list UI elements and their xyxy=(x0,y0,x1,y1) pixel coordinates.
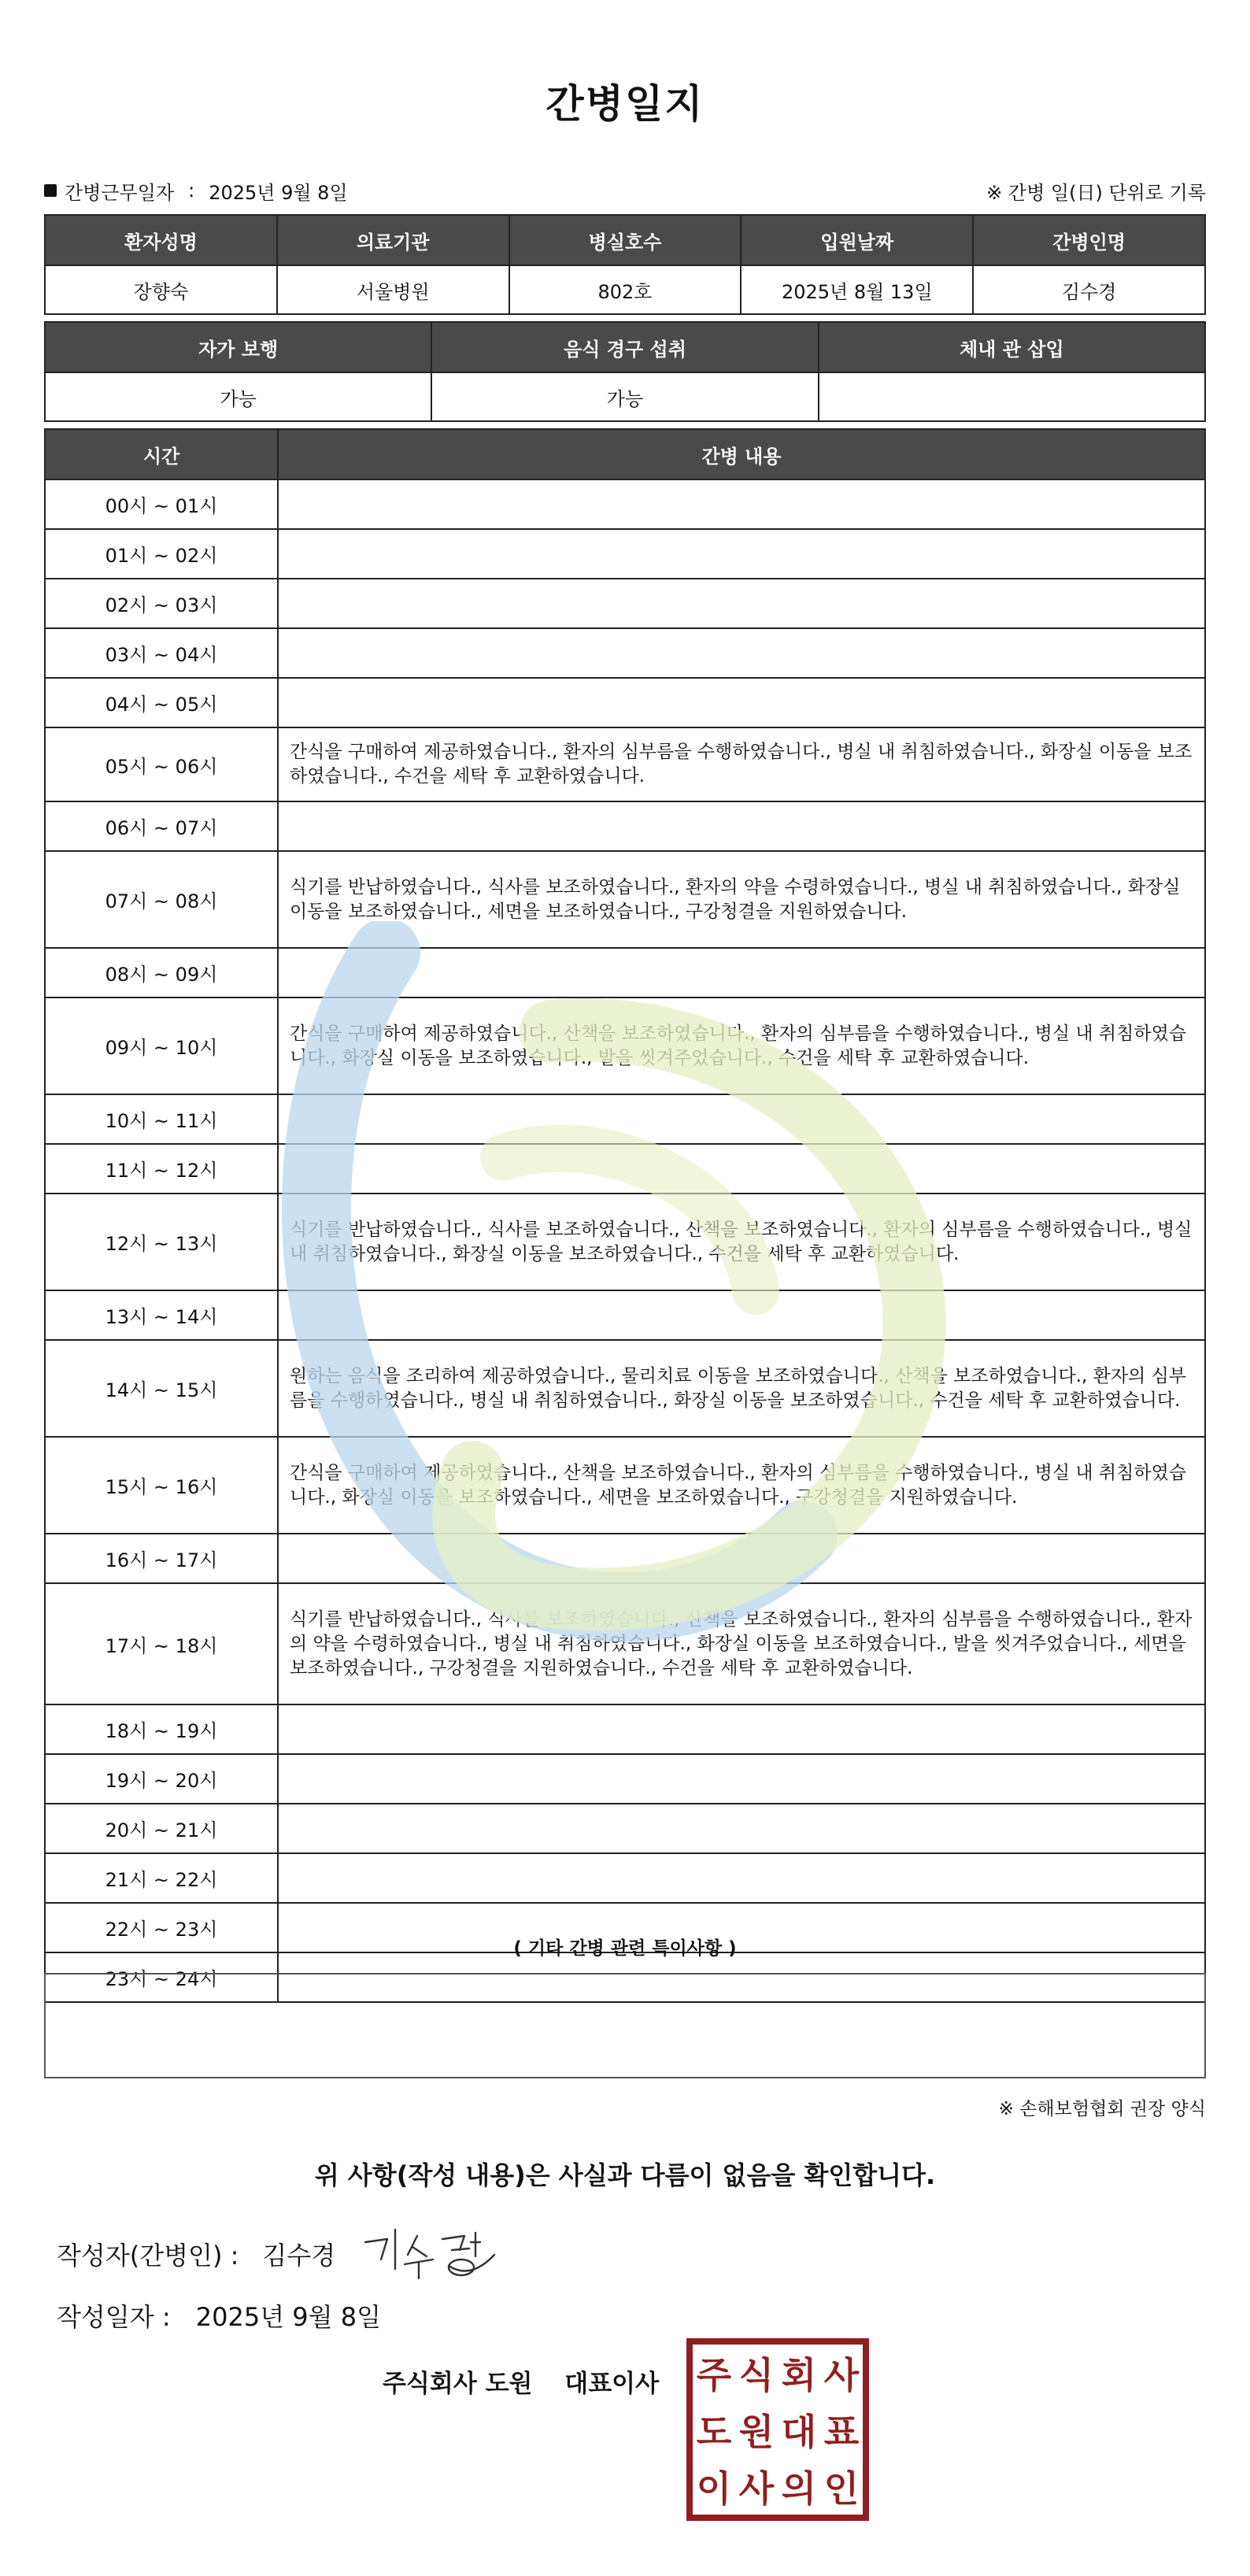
care-log-row xyxy=(45,1437,1205,1534)
care-log-content xyxy=(278,1804,1205,1853)
confirmation-statement: 위 사항(작성 내용)은 사실과 다름이 없음을 확인합니다. xyxy=(314,2160,936,2190)
care-log-row xyxy=(45,1290,1205,1340)
care-log-row xyxy=(45,1194,1205,1290)
care-log-row xyxy=(45,529,1205,579)
care-log-time: 11시 ~ 12시 xyxy=(45,1144,278,1194)
patient-info-value-row xyxy=(45,265,1205,314)
work-date-group xyxy=(44,177,348,205)
care-log-row xyxy=(45,727,1205,801)
value-oral-intake: 가능 xyxy=(431,372,818,421)
value-tube-insertion xyxy=(819,372,1205,421)
care-log-row xyxy=(45,579,1205,628)
care-log-row xyxy=(45,948,1205,997)
care-log-row xyxy=(45,1853,1205,1903)
care-log-time: 09시 ~ 10시 xyxy=(45,997,278,1094)
header-time: 시간 xyxy=(45,429,278,479)
meta-row xyxy=(44,175,1206,206)
patient-info-table xyxy=(44,214,1206,315)
care-log-content xyxy=(278,479,1205,529)
care-log-time: 01시 ~ 02시 xyxy=(45,529,278,579)
care-log-content xyxy=(278,579,1205,628)
care-log-time: 02시 ~ 03시 xyxy=(45,579,278,628)
company-representative: 대표이사 xyxy=(564,2370,660,2398)
form-footnote: ※ 손해보험협회 권장 양식 xyxy=(998,2099,1206,2119)
care-log-body xyxy=(45,479,1205,2002)
page-title: 간병일지 xyxy=(545,81,705,127)
care-log-content: 간식을 구매하여 제공하였습니다., 산책을 보조하였습니다., 환자의 심부름을 수행하였습니다., 병실 내 취침하였습니다., 화장실 이동을 보조하였습니다., 세면을 보조하였습니다., 구강청결을 지원하였습니다. xyxy=(278,1437,1205,1534)
care-log-row xyxy=(45,1144,1205,1194)
unit-note: ※ 간병 일(日) 단위로 기록 xyxy=(986,181,1206,204)
value-caregiver-name: 김수경 xyxy=(973,265,1205,314)
care-log-content: 식기를 반납하였습니다., 식사를 보조하였습니다., 환자의 약을 수령하였습니다., 병실 내 취침하였습니다., 화장실 이동을 보조하였습니다., 세면을 보조하였습니다., 구강청결을 지원하였습니다. xyxy=(278,851,1205,948)
work-date-value: 2025년 9월 8일 xyxy=(209,181,348,204)
care-log-time: 05시 ~ 06시 xyxy=(45,727,278,801)
value-admission-date: 2025년 8월 13일 xyxy=(741,265,973,314)
care-log-content xyxy=(278,678,1205,727)
header-oral-intake: 음식 경구 섭취 xyxy=(431,322,818,372)
company-seal-stamp xyxy=(686,2338,869,2521)
care-log-content xyxy=(278,1704,1205,1754)
care-log-content xyxy=(278,529,1205,579)
writer-line xyxy=(57,2236,335,2272)
written-date-label: 작성일자 : xyxy=(57,2302,171,2332)
care-log-row xyxy=(45,1804,1205,1853)
care-log-time: 19시 ~ 20시 xyxy=(45,1754,278,1804)
value-room: 802호 xyxy=(509,265,741,314)
company-name: 주식회사 도원 xyxy=(383,2370,533,2398)
care-log-time: 03시 ~ 04시 xyxy=(45,628,278,678)
care-log-row xyxy=(45,678,1205,727)
care-log-time: 04시 ~ 05시 xyxy=(45,678,278,727)
header-self-walking: 자가 보행 xyxy=(45,322,431,372)
care-log-time: 08시 ~ 09시 xyxy=(45,948,278,997)
care-log-content xyxy=(278,1534,1205,1583)
care-log-content: 간식을 구매하여 제공하였습니다., 산책을 보조하였습니다., 환자의 심부름을 수행하였습니다., 병실 내 취침하였습니다., 화장실 이동을 보조하였습니다., 발을 씻겨주었습니다., 수건을 세탁 후 교환하였습니다. xyxy=(278,997,1205,1094)
care-log-row xyxy=(45,1340,1205,1437)
care-log-content xyxy=(278,1144,1205,1194)
care-log-row xyxy=(45,628,1205,678)
care-log-content xyxy=(278,1754,1205,1804)
notes-box xyxy=(44,1973,1206,2078)
care-log-content: 원하는 음식을 조리하여 제공하였습니다., 물리치료 이동을 보조하였습니다., 산책을 보조하였습니다., 환자의 심부름을 수행하였습니다., 병실 내 취침하였습니다., 화장실 이동을 보조하였습니다., 수건을 세탁 후 교환하였습니다. xyxy=(278,1340,1205,1437)
condition-header-row xyxy=(45,322,1205,372)
handwritten-signature xyxy=(361,2219,510,2289)
care-log-time: 13시 ~ 14시 xyxy=(45,1290,278,1340)
care-log-header-row xyxy=(45,429,1205,479)
care-log-row xyxy=(45,801,1205,851)
seal-character: 사 xyxy=(823,2354,860,2396)
care-log-row xyxy=(45,479,1205,529)
writer-name: 김수경 xyxy=(262,2241,336,2271)
care-log-content xyxy=(278,948,1205,997)
seal-character: 의 xyxy=(781,2467,817,2510)
work-date-label: 간병근무일자 xyxy=(65,181,175,204)
care-log-time: 21시 ~ 22시 xyxy=(45,1853,278,1903)
company-line xyxy=(383,2363,659,2399)
seal-character: 주 xyxy=(696,2354,732,2396)
care-log-row xyxy=(45,1583,1205,1704)
care-log-content xyxy=(278,801,1205,851)
work-date-separator: : xyxy=(188,180,195,202)
written-date-value: 2025년 9월 8일 xyxy=(195,2302,382,2332)
seal-character: 표 xyxy=(823,2411,860,2453)
header-care-content: 간병 내용 xyxy=(278,429,1205,479)
seal-character: 인 xyxy=(823,2467,860,2510)
notes-title: ( 기타 간병 관련 특이사항 ) xyxy=(513,1938,737,1959)
care-log-time: 06시 ~ 07시 xyxy=(45,801,278,851)
care-log-time: 17시 ~ 18시 xyxy=(45,1583,278,1704)
care-log-content xyxy=(278,1290,1205,1340)
seal-character: 이 xyxy=(696,2467,732,2510)
condition-value-row xyxy=(45,372,1205,421)
seal-character: 회 xyxy=(781,2354,817,2396)
seal-character: 도 xyxy=(696,2411,732,2453)
care-log-time: 00시 ~ 01시 xyxy=(45,479,278,529)
care-log-time: 20시 ~ 21시 xyxy=(45,1804,278,1853)
care-log-content: 간식을 구매하여 제공하였습니다., 환자의 심부름을 수행하였습니다., 병실 내 취침하였습니다., 화장실 이동을 보조하였습니다., 수건을 세탁 후 교환하였습니다. xyxy=(278,727,1205,801)
care-log-table xyxy=(44,428,1206,2003)
value-patient-name: 장향숙 xyxy=(45,265,277,314)
care-log-row xyxy=(45,1534,1205,1583)
seal-character: 원 xyxy=(738,2411,775,2453)
care-log-time: 07시 ~ 08시 xyxy=(45,851,278,948)
value-hospital: 서울병원 xyxy=(277,265,509,314)
header-hospital: 의료기관 xyxy=(277,215,509,265)
care-log-content xyxy=(278,628,1205,678)
care-log-row xyxy=(45,997,1205,1094)
care-log-content xyxy=(278,1094,1205,1144)
seal-character: 식 xyxy=(738,2354,775,2396)
care-log-row xyxy=(45,1704,1205,1754)
care-log-time: 14시 ~ 15시 xyxy=(45,1340,278,1437)
writer-label: 작성자(간병인) : xyxy=(57,2241,239,2271)
care-log-time: 10시 ~ 11시 xyxy=(45,1094,278,1144)
care-log-content: 식기를 반납하였습니다., 식사를 보조하였습니다., 산책을 보조하였습니다., 환자의 심부름을 수행하였습니다., 환자의 약을 수령하였습니다., 병실 내 취침하였습니다., 화장실 이동을 보조하였습니다., 발을 씻겨주었습니다., 세면을 보조하였습니다., 구강청결을 지원하였습니다., 수건을 세탁 후 교환하였습니다. xyxy=(278,1583,1205,1704)
patient-info-header-row xyxy=(45,215,1205,265)
care-log-content xyxy=(278,1853,1205,1903)
written-date-line xyxy=(57,2297,381,2334)
seal-characters xyxy=(693,2345,863,2515)
care-log-row xyxy=(45,1094,1205,1144)
header-tube-insertion: 체내 관 삽입 xyxy=(819,322,1205,372)
seal-character: 사 xyxy=(738,2467,775,2510)
care-log-content: 식기를 반납하였습니다., 식사를 보조하였습니다., 산책을 보조하였습니다., 환자의 심부름을 수행하였습니다., 병실 내 취침하였습니다., 화장실 이동을 보조하였습니다., 수건을 세탁 후 교환하였습니다. xyxy=(278,1194,1205,1290)
value-self-walking: 가능 xyxy=(45,372,431,421)
header-admission-date: 입원날짜 xyxy=(741,215,973,265)
header-patient-name: 환자성명 xyxy=(45,215,277,265)
seal-character: 대 xyxy=(781,2411,817,2453)
care-log-time: 12시 ~ 13시 xyxy=(45,1194,278,1290)
square-bullet-icon xyxy=(44,184,57,197)
care-log-row xyxy=(45,1754,1205,1804)
care-log-time: 18시 ~ 19시 xyxy=(45,1704,278,1754)
condition-table xyxy=(44,321,1206,422)
care-log-time: 16시 ~ 17시 xyxy=(45,1534,278,1583)
care-log-time: 23시 ~ 24시 xyxy=(45,1952,278,2002)
care-log-time: 22시 ~ 23시 xyxy=(45,1903,278,1952)
care-log-time: 15시 ~ 16시 xyxy=(45,1437,278,1534)
header-caregiver-name: 간병인명 xyxy=(973,215,1205,265)
header-room: 병실호수 xyxy=(509,215,741,265)
care-log-row xyxy=(45,851,1205,948)
